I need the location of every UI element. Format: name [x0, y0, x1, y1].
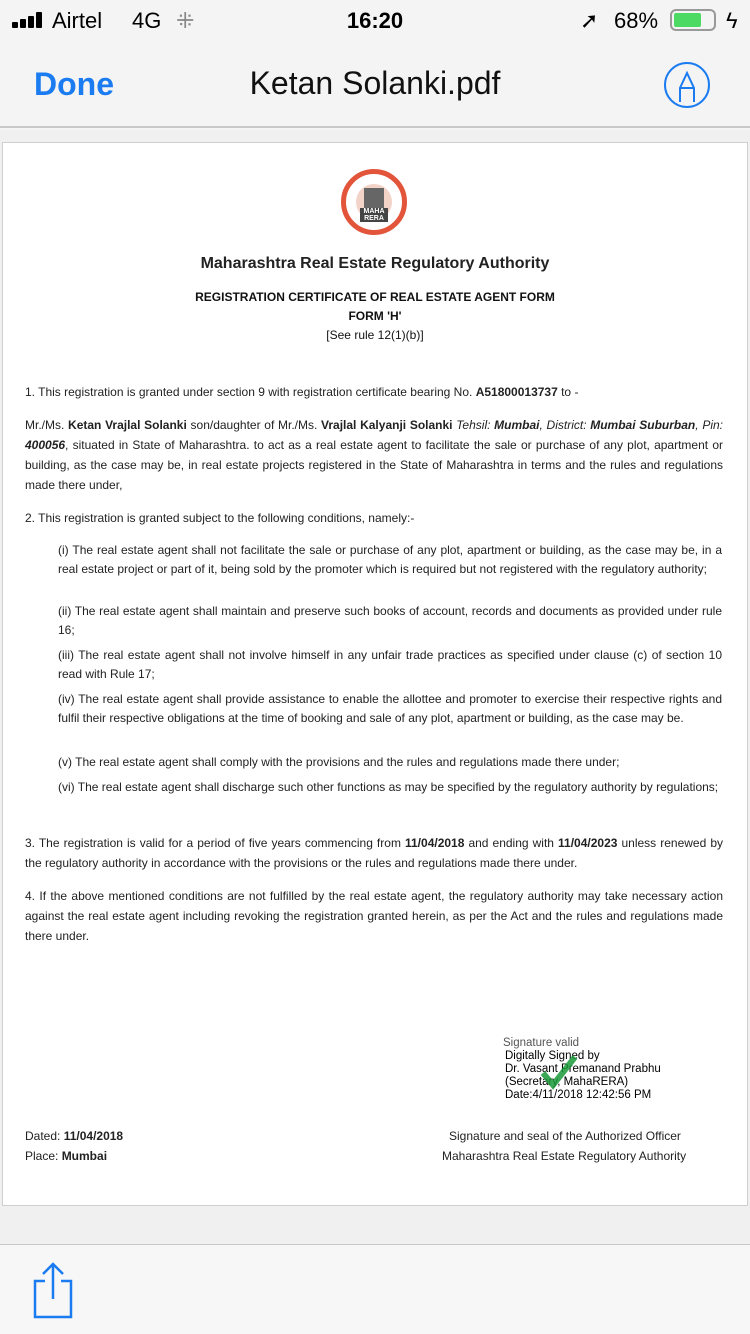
pdf-viewer[interactable]	[0, 130, 750, 1244]
place: Place: Mumbai	[25, 1149, 108, 1163]
signatory-authority: Maharashtra Real Estate Regulatory Authority	[442, 1149, 687, 1163]
nav-bar	[0, 40, 750, 128]
maharera-logo: MAHA RERA	[341, 169, 407, 235]
dated: Dated: 11/04/2018	[25, 1129, 124, 1143]
signature-valid-checkmark-icon	[539, 1051, 579, 1091]
carrier: Airtel	[52, 8, 103, 33]
location-icon: ➚	[580, 8, 599, 33]
document-title: Ketan Solanki.pdf	[249, 65, 501, 101]
condition-3: (iii) The real estate agent shall not involve himself in any unfair trade practices as specified under clause (c) of section 10 read with Rule 17;	[58, 648, 722, 681]
father-name: Vrajlal Kalyanji Solanki	[321, 418, 453, 432]
rule-reference: [See rule 12(1)(b)]	[326, 328, 424, 342]
pdf-page	[2, 142, 748, 1206]
registration-number: A51800013737	[475, 385, 558, 399]
agent-name: Ketan Vrajlal Solanki	[68, 418, 187, 432]
paragraph-1: 1. This registration is granted under section 9 with registration certificate bearing No. A51800013737 to -	[25, 385, 579, 399]
valid-until: 11/04/2023	[558, 836, 618, 850]
paragraph-2: 2. This registration is granted subject to the following conditions, namely:-	[25, 511, 415, 525]
clock: 16:20	[346, 8, 404, 33]
charging-icon: ϟ	[726, 8, 738, 33]
markup-button[interactable]	[664, 62, 710, 108]
agent-details: Mr./Ms. Ketan Vrajlal Solanki son/daughter of Mr./Ms. Vrajlal Kalyanji Solanki Tehsil: Mumbai, District: Mumbai Suburban, Pin: 400056, situated in State of Maharashtra. to act as a real estate agent to facilitate the sale or purchase of any plot, apartment or building, as the case may be, in real estate projects registered in the State of Maharashtra in terms and the rules and regulations made there under,	[25, 418, 723, 492]
bottom-toolbar	[0, 1244, 750, 1334]
condition-1: (i) The real estate agent shall not facilitate the sale or purchase of any plot, apartment or building, as the case may be, in a real estate project or part of it, being sold by the promoter which is required but not registered with the regulatory authority;	[58, 543, 722, 576]
status-bar	[0, 0, 750, 40]
condition-4: (iv) The real estate agent shall provide assistance to enable the allottee and promoter to exercise their respective rights and fulfil their respective obligations at the time of booking and sale of any plot, apartment or building, as the case may be.	[58, 692, 722, 725]
done-button[interactable]: Done	[34, 66, 114, 102]
share-icon[interactable]	[31, 1261, 75, 1321]
form-label: FORM 'H'	[348, 309, 402, 323]
conditions-paragraph: 4. If the above mentioned conditions are not fulfilled by the real estate agent, the regulatory authority may take necessary action against the real estate agent including revoking the registration granted herein, as per the Act and the rules and regulations made there under.	[25, 889, 723, 943]
network-type: 4G	[132, 8, 162, 33]
signatory-title: Signature and seal of the Authorized Officer	[449, 1129, 681, 1143]
markup-pen-icon	[666, 64, 708, 106]
digital-signature: Signature valid Digitally Signed by Dr. Vasant Premanand Prabhu (Secretary, MahaRERA) Date:4/11/2018 12:42:56 PM	[503, 1037, 661, 1101]
validity-paragraph: 3. The registration is valid for a period of five years commencing from 11/04/2018 and ending with 11/04/2023 unless renewed by the regulatory authority in accordance with the provisions or the rules and regulations made there under.	[25, 836, 723, 870]
authority-name: Maharashtra Real Estate Regulatory Authority	[200, 255, 550, 272]
valid-from: 11/04/2018	[405, 836, 465, 850]
activity-spinner-icon: ⁜	[176, 8, 195, 33]
condition-5: (v) The real estate agent shall comply with the provisions and the rules and regulations made there under;	[58, 755, 620, 769]
condition-6: (vi) The real estate agent shall discharge such other functions as may be specified by the regulatory authority by regulations;	[58, 780, 719, 794]
signature-status: Signature valid	[503, 1037, 580, 1049]
battery-percent: 68%	[614, 8, 659, 33]
condition-2: (ii) The real estate agent shall maintain and preserve such books of account, records and documents as provided under rule 16;	[58, 604, 722, 637]
certificate-heading: REGISTRATION CERTIFICATE OF REAL ESTATE AGENT FORM	[195, 290, 555, 304]
battery-icon	[670, 9, 716, 31]
